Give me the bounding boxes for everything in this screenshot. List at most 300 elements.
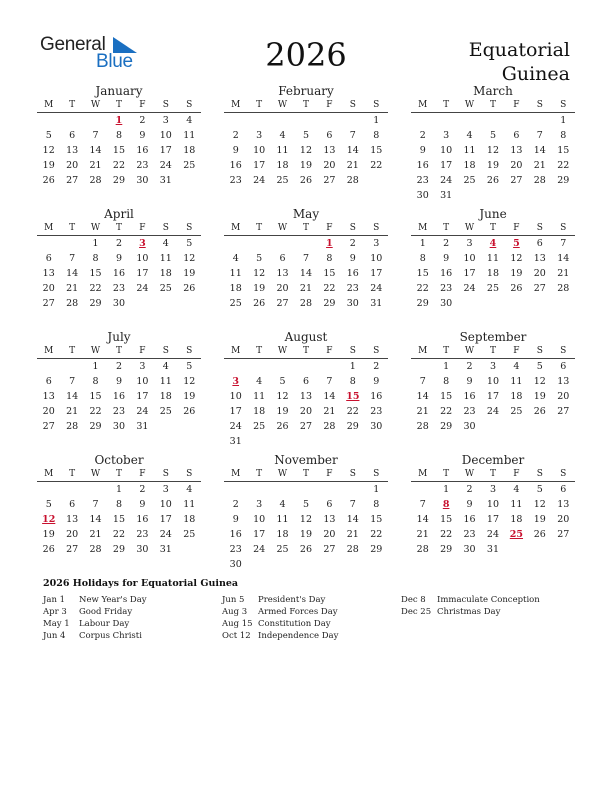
day-empty [60, 236, 83, 251]
day-cell: 21 [557, 268, 570, 279]
weekday-header: W [464, 100, 475, 110]
day-cell: 3 [256, 130, 263, 141]
day-cell: 17 [253, 529, 266, 540]
weekday-header: T [489, 469, 496, 479]
day-cell: 15 [323, 268, 336, 279]
weekday-header: M [418, 469, 428, 479]
day-cell: 20 [42, 406, 55, 417]
day-cell: 7 [349, 130, 356, 141]
day-cell: 25 [510, 406, 523, 417]
day-cell: 31 [159, 544, 172, 555]
weekday-header: S [186, 100, 193, 110]
weekday-header: T [256, 346, 263, 356]
month-december [411, 453, 575, 557]
day-cell: 21 [66, 283, 79, 294]
weekday-header-row [37, 222, 201, 236]
day-empty [411, 359, 434, 374]
day-cell: 21 [416, 406, 429, 417]
weekday-header: F [326, 100, 333, 110]
weekday-header: W [90, 223, 101, 233]
weekday-header: T [69, 469, 76, 479]
weekday-header: S [560, 346, 567, 356]
day-cell-holiday: 4 [489, 238, 497, 249]
weekday-header: F [139, 469, 146, 479]
weekday-header: T [69, 346, 76, 356]
day-cell: 19 [276, 406, 289, 417]
day-cell: 21 [89, 529, 102, 540]
day-cell: 6 [45, 253, 52, 264]
weekday-header: T [302, 223, 309, 233]
day-cell: 6 [560, 361, 567, 372]
day-cell: 17 [463, 268, 476, 279]
day-cell: 18 [159, 268, 172, 279]
weekday-header: S [373, 346, 380, 356]
day-cell: 19 [299, 529, 313, 540]
weekday-header: M [231, 469, 241, 479]
weekday-header: M [418, 100, 428, 110]
day-cell: 9 [419, 145, 426, 156]
day-cell: 19 [299, 160, 313, 171]
day-cell: 17 [159, 145, 172, 156]
day-cell: 11 [159, 376, 172, 387]
day-cell: 15 [112, 145, 126, 156]
holiday-entry [222, 606, 338, 618]
day-cell: 16 [370, 391, 383, 402]
day-cell: 5 [186, 238, 193, 249]
day-cell-holiday: 8 [442, 499, 450, 510]
day-cell: 22 [440, 529, 453, 540]
day-cell-holiday: 1 [326, 238, 333, 249]
day-cell: 20 [42, 283, 55, 294]
day-cell: 26 [299, 175, 313, 186]
day-cell: 10 [370, 253, 383, 264]
day-cell: 25 [463, 175, 476, 186]
day-cell: 5 [489, 130, 496, 141]
day-cell: 11 [253, 391, 266, 402]
day-empty [318, 359, 341, 374]
day-cell: 14 [66, 268, 79, 279]
day-cell: 8 [115, 499, 122, 510]
weekday-header: W [277, 346, 288, 356]
holiday-date: Aug 15 [222, 619, 253, 629]
day-cell: 20 [510, 160, 523, 171]
day-cell: 5 [302, 130, 309, 141]
day-cell: 23 [463, 529, 476, 540]
month-title: November [274, 453, 338, 467]
day-cell: 29 [370, 544, 383, 555]
day-cell: 7 [326, 376, 333, 387]
day-cell: 1 [560, 115, 567, 126]
day-cell: 2 [232, 130, 239, 141]
day-cell: 21 [66, 406, 79, 417]
day-cell: 5 [186, 361, 193, 372]
day-cell: 7 [560, 238, 567, 249]
day-cell: 3 [373, 238, 380, 249]
holiday-date: Jun 4 [43, 631, 66, 641]
day-cell: 14 [299, 268, 313, 279]
weekday-header-row [411, 99, 575, 113]
day-cell: 2 [466, 361, 473, 372]
day-grid [411, 359, 575, 434]
weekday-header: S [536, 469, 543, 479]
day-cell: 3 [139, 361, 146, 372]
day-cell: 27 [510, 175, 523, 186]
day-cell: 13 [42, 391, 55, 402]
day-empty [247, 236, 270, 251]
day-cell: 20 [533, 268, 546, 279]
day-cell: 19 [42, 160, 55, 171]
weekday-header: S [349, 346, 356, 356]
day-cell: 2 [115, 238, 122, 249]
weekday-header: T [302, 346, 309, 356]
weekday-header: S [349, 469, 356, 479]
weekday-header-row [411, 468, 575, 482]
day-cell: 26 [183, 283, 196, 294]
day-cell: 28 [66, 298, 79, 309]
day-cell: 12 [299, 514, 313, 525]
day-cell: 3 [443, 130, 450, 141]
day-empty [224, 482, 247, 497]
day-cell: 21 [346, 529, 359, 540]
day-cell: 30 [463, 421, 476, 432]
day-cell: 9 [232, 514, 239, 525]
day-cell: 2 [139, 484, 146, 495]
day-cell: 29 [557, 175, 570, 186]
day-cell: 5 [279, 376, 286, 387]
day-cell: 20 [557, 391, 570, 402]
day-cell: 9 [139, 499, 146, 510]
day-cell: 24 [159, 529, 172, 540]
day-cell: 16 [229, 529, 242, 540]
day-cell: 18 [183, 514, 196, 525]
day-cell: 6 [302, 376, 309, 387]
day-cell: 17 [486, 391, 500, 402]
holiday-date: Aug 3 [222, 607, 248, 617]
day-cell: 26 [42, 175, 55, 186]
month-title: September [459, 330, 527, 344]
day-empty [481, 113, 504, 128]
weekday-header: T [115, 346, 122, 356]
weekday-header: M [231, 223, 241, 233]
day-cell: 29 [416, 298, 429, 309]
day-empty [341, 482, 364, 497]
day-cell: 11 [183, 499, 196, 510]
day-cell: 27 [323, 544, 336, 555]
day-cell: 20 [323, 160, 336, 171]
day-cell: 3 [256, 499, 263, 510]
day-cell: 9 [443, 253, 450, 264]
day-cell: 30 [112, 421, 126, 432]
day-empty [60, 482, 83, 497]
day-cell: 13 [557, 376, 570, 387]
day-cell: 26 [42, 544, 55, 555]
day-cell: 6 [513, 130, 520, 141]
weekday-header: W [277, 100, 288, 110]
holiday-name: Good Friday [79, 607, 133, 617]
day-grid [411, 236, 575, 311]
weekday-header: W [277, 223, 288, 233]
day-cell: 8 [560, 130, 567, 141]
day-cell: 14 [89, 514, 102, 525]
day-cell-holiday: 3 [232, 376, 240, 387]
day-empty [37, 236, 60, 251]
day-cell: 14 [346, 145, 359, 156]
day-cell: 3 [162, 115, 169, 126]
day-cell: 4 [162, 361, 169, 372]
day-cell: 15 [440, 391, 453, 402]
day-cell: 5 [45, 130, 52, 141]
country-name-line-1: Equatorial [468, 39, 570, 61]
day-cell: 2 [466, 484, 473, 495]
weekday-header-row [37, 468, 201, 482]
day-cell: 18 [183, 145, 196, 156]
month-title: July [107, 330, 131, 344]
country-name-line-2: Guinea [501, 63, 570, 85]
day-grid [37, 236, 201, 311]
weekday-header: W [90, 100, 101, 110]
day-cell: 12 [486, 145, 500, 156]
day-cell: 6 [326, 130, 333, 141]
day-cell: 25 [183, 160, 196, 171]
day-cell: 15 [89, 391, 102, 402]
day-cell: 13 [323, 145, 336, 156]
holidays-column [401, 594, 540, 618]
day-cell: 16 [136, 145, 149, 156]
day-empty [434, 113, 457, 128]
weekday-header: S [373, 100, 380, 110]
weekday-header: S [186, 469, 193, 479]
day-cell: 12 [533, 376, 546, 387]
logo-text-general: General [40, 34, 106, 55]
weekday-header: T [256, 469, 263, 479]
day-cell: 28 [346, 175, 359, 186]
day-cell: 26 [486, 175, 500, 186]
day-cell: 13 [276, 268, 289, 279]
day-cell: 7 [69, 253, 76, 264]
day-cell: 12 [183, 376, 196, 387]
weekday-header: M [44, 346, 54, 356]
month-june [411, 207, 575, 311]
day-cell: 24 [486, 406, 500, 417]
day-grid [37, 359, 201, 434]
weekday-header: W [464, 469, 475, 479]
weekday-header: W [90, 346, 101, 356]
day-cell: 17 [136, 391, 149, 402]
holiday-name: President's Day [258, 595, 326, 605]
month-may [224, 207, 388, 311]
day-cell: 6 [69, 499, 76, 510]
day-cell: 24 [440, 175, 453, 186]
day-cell: 24 [136, 406, 149, 417]
day-cell: 7 [419, 499, 426, 510]
weekday-header: S [349, 100, 356, 110]
holiday-date: Dec 8 [401, 595, 426, 605]
day-empty [411, 482, 434, 497]
day-cell: 10 [159, 130, 172, 141]
weekday-header: M [231, 100, 241, 110]
weekday-header: T [256, 100, 263, 110]
calendar-year: 2026 [265, 36, 347, 74]
day-cell: 2 [443, 238, 450, 249]
weekday-header: M [231, 346, 241, 356]
weekday-header: W [277, 469, 288, 479]
weekday-header: S [536, 223, 543, 233]
day-cell: 23 [440, 283, 453, 294]
day-cell: 15 [370, 145, 383, 156]
weekday-header-row [224, 345, 388, 359]
day-cell: 17 [229, 406, 242, 417]
day-cell: 4 [513, 361, 520, 372]
weekday-header: T [489, 223, 496, 233]
weekday-header: M [44, 469, 54, 479]
day-cell: 5 [45, 499, 52, 510]
month-february [224, 84, 388, 188]
day-cell: 19 [533, 514, 546, 525]
holidays-column [43, 594, 147, 642]
day-cell: 14 [533, 145, 546, 156]
day-empty [505, 113, 528, 128]
day-cell: 13 [510, 145, 523, 156]
day-empty [294, 113, 317, 128]
day-cell: 3 [489, 361, 496, 372]
day-cell: 23 [136, 529, 149, 540]
weekday-header: T [115, 100, 122, 110]
day-cell: 16 [112, 268, 126, 279]
day-cell: 23 [112, 406, 126, 417]
day-cell: 13 [66, 514, 79, 525]
weekday-header: S [536, 346, 543, 356]
month-april [37, 207, 201, 311]
day-cell: 30 [346, 298, 359, 309]
day-cell: 21 [323, 406, 336, 417]
day-cell: 9 [139, 130, 146, 141]
day-cell: 5 [256, 253, 263, 264]
day-cell: 10 [253, 514, 266, 525]
day-cell: 16 [416, 160, 429, 171]
weekday-header-row [37, 345, 201, 359]
month-march [411, 84, 575, 203]
day-cell: 2 [115, 361, 122, 372]
weekday-header: W [90, 469, 101, 479]
day-empty [458, 113, 481, 128]
day-empty [37, 359, 60, 374]
day-empty [271, 113, 294, 128]
day-cell: 23 [229, 544, 242, 555]
day-cell: 19 [486, 160, 500, 171]
weekday-header: T [115, 223, 122, 233]
day-cell: 1 [373, 115, 380, 126]
day-cell: 14 [323, 391, 336, 402]
day-cell: 15 [370, 514, 383, 525]
day-cell: 29 [440, 544, 453, 555]
day-cell: 28 [416, 544, 429, 555]
day-cell: 13 [557, 499, 570, 510]
day-cell: 27 [66, 544, 79, 555]
day-cell: 9 [466, 376, 473, 387]
day-cell: 26 [533, 406, 546, 417]
day-cell: 10 [463, 253, 476, 264]
weekday-header: S [349, 223, 356, 233]
day-cell: 22 [323, 283, 336, 294]
day-cell: 22 [89, 283, 102, 294]
day-empty [247, 482, 270, 497]
day-cell: 25 [486, 283, 500, 294]
month-november [224, 453, 388, 572]
day-cell: 25 [159, 283, 172, 294]
day-cell: 22 [112, 529, 126, 540]
day-cell: 23 [463, 406, 476, 417]
day-grid [224, 113, 388, 188]
month-title: May [292, 207, 320, 221]
holiday-date: Jun 5 [222, 595, 245, 605]
day-cell: 15 [112, 514, 126, 525]
day-empty [341, 113, 364, 128]
weekday-header: F [139, 223, 146, 233]
day-cell: 11 [276, 145, 289, 156]
day-cell: 1 [92, 238, 99, 249]
day-cell: 20 [323, 529, 336, 540]
holiday-date: Apr 3 [43, 607, 67, 617]
month-august [224, 330, 388, 449]
day-cell: 19 [183, 391, 196, 402]
day-cell: 27 [42, 421, 55, 432]
weekday-header: M [44, 223, 54, 233]
weekday-header: T [489, 346, 496, 356]
day-cell: 20 [66, 160, 79, 171]
day-cell: 24 [229, 421, 242, 432]
day-cell: 17 [253, 160, 266, 171]
day-cell: 13 [42, 268, 55, 279]
day-grid [37, 113, 201, 188]
weekday-header: S [162, 100, 169, 110]
day-cell: 28 [416, 421, 429, 432]
holiday-entry [222, 630, 338, 642]
day-cell: 20 [66, 529, 79, 540]
day-cell-holiday: 15 [346, 391, 360, 402]
day-cell: 25 [159, 406, 172, 417]
day-empty [224, 236, 247, 251]
day-cell: 5 [536, 361, 543, 372]
day-cell: 22 [112, 160, 126, 171]
day-cell: 19 [183, 268, 196, 279]
day-cell: 6 [326, 499, 333, 510]
day-cell: 21 [89, 160, 102, 171]
day-cell: 8 [326, 253, 333, 264]
day-cell: 25 [276, 175, 289, 186]
holiday-date: Dec 25 [401, 607, 432, 617]
day-empty [224, 359, 247, 374]
holiday-entry [43, 630, 147, 642]
weekday-header-row [411, 222, 575, 236]
day-cell: 23 [346, 283, 359, 294]
weekday-header: S [560, 223, 567, 233]
day-cell: 16 [346, 268, 359, 279]
day-empty [318, 482, 341, 497]
day-cell: 22 [416, 283, 429, 294]
day-cell: 12 [42, 145, 55, 156]
day-cell: 14 [416, 391, 429, 402]
weekday-header: S [162, 223, 169, 233]
day-cell: 29 [112, 544, 126, 555]
day-cell: 6 [69, 130, 76, 141]
day-cell: 8 [349, 376, 356, 387]
day-cell: 17 [159, 514, 172, 525]
weekday-header: T [302, 100, 309, 110]
weekday-header-row [224, 468, 388, 482]
day-cell: 28 [346, 544, 359, 555]
day-cell: 22 [557, 160, 570, 171]
weekday-header: T [302, 469, 309, 479]
